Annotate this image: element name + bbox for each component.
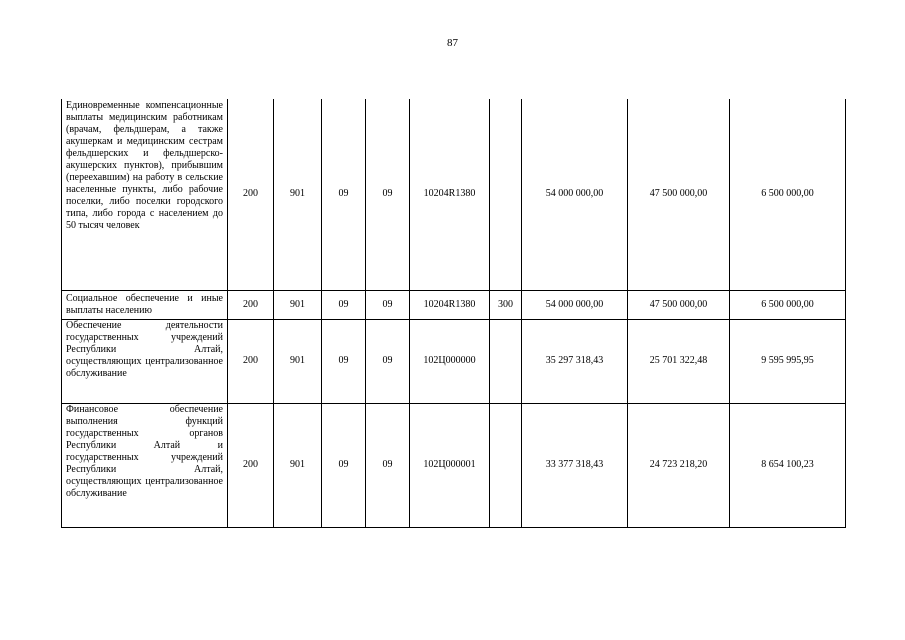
page-number: 87	[447, 37, 458, 49]
cell-subsection: 09	[366, 290, 410, 319]
cell-subsection: 09	[366, 403, 410, 527]
cell-sum-total: 33 377 318,43	[522, 403, 628, 527]
cell-target-article: 102Ц000001	[410, 403, 490, 527]
cell-expense-type	[490, 403, 522, 527]
cell-target-article: 10204R1380	[410, 99, 490, 290]
cell-code-1: 200	[228, 403, 274, 527]
cell-expense-type	[490, 319, 522, 403]
cell-code-2: 901	[274, 319, 322, 403]
cell-expense-type	[490, 99, 522, 290]
row-name: Обеспечение деятельности государственных учреждений Республики Алтай, осуществляющих централизованное обслуживание	[62, 319, 228, 403]
cell-sum-2: 24 723 218,20	[628, 403, 730, 527]
cell-sum-3: 9 595 995,95	[730, 319, 846, 403]
cell-section: 09	[322, 403, 366, 527]
row-name: Финансовое обеспечение выполнения функций государственных органов Республики Алтай и государственных учреждений Республики Алтай, осуществляющих централизованное обслуживание	[62, 403, 228, 527]
cell-sum-2: 25 701 322,48	[628, 319, 730, 403]
cell-expense-type: 300	[490, 290, 522, 319]
cell-sum-2: 47 500 000,00	[628, 290, 730, 319]
table-row	[62, 99, 846, 290]
cell-sum-total: 54 000 000,00	[522, 99, 628, 290]
cell-section: 09	[322, 319, 366, 403]
cell-code-1: 200	[228, 319, 274, 403]
row-name: Социальное обеспечение и иные выплаты населению	[62, 290, 228, 319]
cell-target-article: 10204R1380	[410, 290, 490, 319]
cell-sum-total: 54 000 000,00	[522, 290, 628, 319]
budget-table	[61, 99, 846, 528]
cell-section: 09	[322, 99, 366, 290]
cell-sum-3: 8 654 100,23	[730, 403, 846, 527]
table-row	[62, 290, 846, 319]
cell-code-2: 901	[274, 99, 322, 290]
table-row	[62, 319, 846, 403]
cell-code-1: 200	[228, 290, 274, 319]
cell-code-1: 200	[228, 99, 274, 290]
table-row	[62, 403, 846, 527]
cell-sum-total: 35 297 318,43	[522, 319, 628, 403]
cell-code-2: 901	[274, 403, 322, 527]
cell-sum-3: 6 500 000,00	[730, 290, 846, 319]
cell-sum-3: 6 500 000,00	[730, 99, 846, 290]
row-name: Единовременные компенсационные выплаты медицинским работникам (врачам, фельдшерам, а также акушеркам и медицинским сестрам фельдшерских и фельдшерско-акушерских пунктов), прибывшим (переехавшим) на работу в сельские населенные пункты, либо рабочие поселки, либо поселки городского типа, либо города с населением до 50 тысяч человек	[62, 99, 228, 290]
cell-sum-2: 47 500 000,00	[628, 99, 730, 290]
cell-subsection: 09	[366, 319, 410, 403]
cell-subsection: 09	[366, 99, 410, 290]
cell-section: 09	[322, 290, 366, 319]
cell-code-2: 901	[274, 290, 322, 319]
cell-target-article: 102Ц000000	[410, 319, 490, 403]
